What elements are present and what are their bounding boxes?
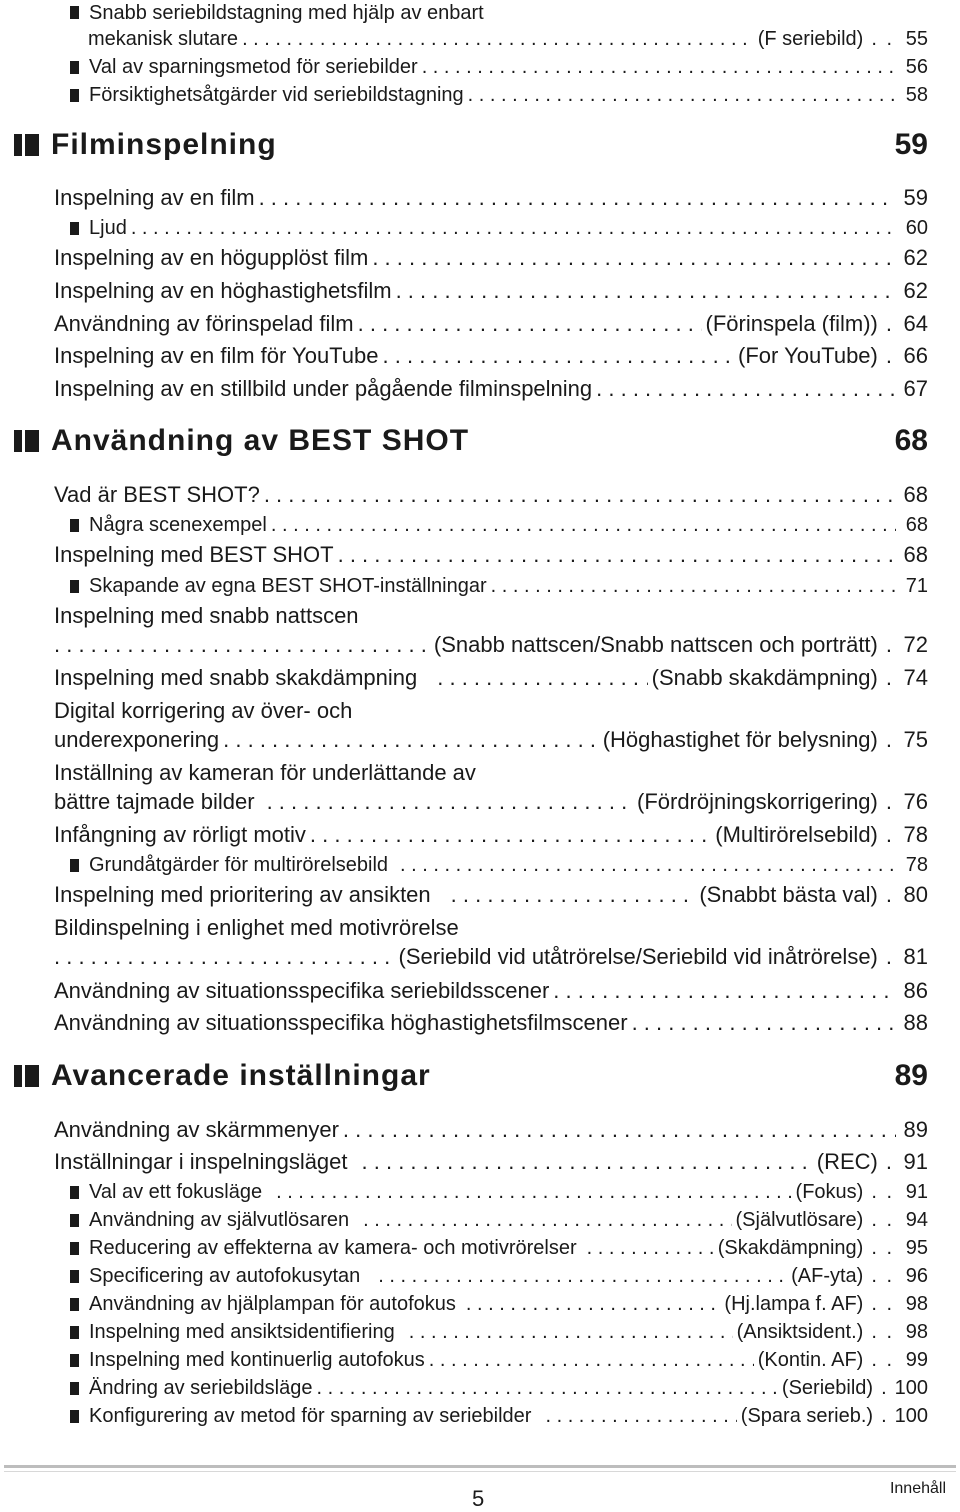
toc-entry[interactable]: Några scenexempel . . . 68	[70, 512, 928, 538]
section-marker-icon	[14, 134, 22, 156]
toc-entry[interactable]: Inspelning av en stillbild under pågående filminspelning . . . 67	[54, 375, 928, 403]
toc-entry[interactable]: Grundåtgärder för multirörelsebild . . . 78	[70, 852, 928, 878]
toc-entry[interactable]: Vad är BEST SHOT? . . . 68	[54, 481, 928, 509]
toc-entry[interactable]: Infångning av rörligt motiv . . . (Multirörelsebild) . 78	[54, 821, 928, 849]
toc-entry[interactable]: Användning av situationsspecifika seriebildsscener . . . 86	[54, 977, 928, 1005]
section-heading[interactable]: Användning av BEST SHOT 68	[14, 423, 928, 459]
toc-entry[interactable]: Inspelning med BEST SHOT . . . 68	[54, 541, 928, 569]
toc-entry-line1: Bildinspelning i enlighet med motivrörelse	[54, 915, 459, 940]
bullet-icon	[70, 1242, 79, 1255]
bullet-icon	[70, 1410, 79, 1423]
toc-entry[interactable]: Inspelning med prioritering av ansikten . . . (Snabbt bästa val) . 80	[54, 881, 928, 909]
toc-entry[interactable]: Specificering av autofokusytan . . . (AF-yta) . . 96	[70, 1263, 928, 1289]
toc-entry[interactable]: Val av ett fokusläge . . . (Fokus) . . 91	[70, 1179, 928, 1205]
toc-entry[interactable]: Val av sparningsmetod för seriebilder . . . 56	[70, 54, 928, 80]
bullet-icon	[70, 89, 79, 102]
bullet-icon	[70, 1382, 79, 1395]
toc-entry[interactable]: Inspelning av en film . . . 59	[54, 184, 928, 212]
footer-divider-thin	[4, 1471, 956, 1472]
toc-entry[interactable]: Inspelning av en höghastighetsfilm . . . 62	[54, 277, 928, 305]
toc-entry[interactable]: mekanisk slutare . . . (F seriebild) . . 55	[88, 26, 928, 52]
toc-entry[interactable]: bättre tajmade bilder . . . (Fördröjningskorrigering) . 76	[54, 788, 928, 816]
toc-entry[interactable]: . . . (Snabb nattscen/Snabb nattscen och porträtt) . 72	[54, 631, 928, 659]
toc-entry[interactable]: Skapande av egna BEST SHOT-inställningar . . . 71	[70, 573, 928, 599]
toc-entry-line1: Digital korrigering av över- och	[54, 698, 353, 723]
toc-entry[interactable]: Användning av skärmmenyer . . . 89	[54, 1116, 928, 1144]
section-marker-icon	[14, 1065, 22, 1087]
toc-entry[interactable]: Inställningar i inspelningsläget . . . (REC) . 91	[54, 1148, 928, 1176]
toc-entry[interactable]: Användning av förinspelad film . . . (Förinspela (film)) . 64	[54, 310, 928, 338]
toc-entry[interactable]: Inspelning med kontinuerlig autofokus . . . (Kontin. AF) . . 99	[70, 1347, 928, 1373]
bullet-icon	[70, 61, 79, 74]
bullet-icon	[70, 6, 79, 19]
toc-entry[interactable]: Användning av hjälplampan för autofokus . . . (Hj.lampa f. AF) . . 98	[70, 1291, 928, 1317]
section-heading[interactable]: Filminspelning 59	[14, 127, 928, 163]
bullet-icon	[70, 1270, 79, 1283]
bullet-icon	[70, 859, 79, 872]
bullet-icon	[70, 519, 79, 532]
toc-entry[interactable]: Inspelning av en film för YouTube . . . (For YouTube) . 66	[54, 342, 928, 370]
toc-entry[interactable]: Ändring av seriebildsläge . . . (Seriebild) . 100	[70, 1375, 928, 1401]
toc-entry[interactable]: Reducering av effekterna av kamera- och motivrörelser . . . (Skakdämpning) . . 95	[70, 1235, 928, 1261]
toc-entry[interactable]: Användning av situationsspecifika höghastighetsfilmscener . . . 88	[54, 1009, 928, 1037]
bullet-icon	[70, 222, 79, 235]
toc-entry[interactable]: Inspelning med ansiktsidentifiering . . . (Ansiktsident.) . . 98	[70, 1319, 928, 1345]
toc-entry-line1: Snabb seriebildstagning med hjälp av enbart	[70, 0, 484, 26]
section-marker-icon	[14, 430, 22, 452]
toc-entry[interactable]: underexponering . . . (Höghastighet för belysning) . 75	[54, 726, 928, 754]
page-number: 5	[472, 1486, 485, 1511]
contents-link[interactable]: Innehåll	[889, 1480, 946, 1497]
toc-entry[interactable]: . . . (Seriebild vid utåtrörelse/Seriebild vid inåtrörelse) . 81	[54, 943, 928, 971]
toc-entry-line1: Inställning av kameran för underlättande av	[54, 760, 476, 785]
toc-entry-line1: Inspelning med snabb nattscen	[54, 603, 359, 628]
toc-entry[interactable]: Inspelning av en högupplöst film . . . 62	[54, 244, 928, 272]
toc-entry[interactable]: Inspelning med snabb skakdämpning . . . (Snabb skakdämpning) . 74	[54, 664, 928, 692]
bullet-icon	[70, 1214, 79, 1227]
footer-divider	[4, 1465, 956, 1468]
section-heading[interactable]: Avancerade inställningar 89	[14, 1058, 928, 1094]
toc-entry[interactable]: Konfigurering av metod för sparning av seriebilder . . . (Spara serieb.) . 100	[70, 1403, 928, 1429]
bullet-icon	[70, 1326, 79, 1339]
bullet-icon	[70, 1298, 79, 1311]
bullet-icon	[70, 1186, 79, 1199]
bullet-icon	[70, 580, 79, 593]
toc-entry[interactable]: Användning av självutlösaren . . . (Självutlösare) . . 94	[70, 1207, 928, 1233]
toc-entry[interactable]: Försiktighetsåtgärder vid seriebildstagning . . . 58	[70, 82, 928, 108]
bullet-icon	[70, 1354, 79, 1367]
toc-entry[interactable]: Ljud . . . 60	[70, 215, 928, 241]
